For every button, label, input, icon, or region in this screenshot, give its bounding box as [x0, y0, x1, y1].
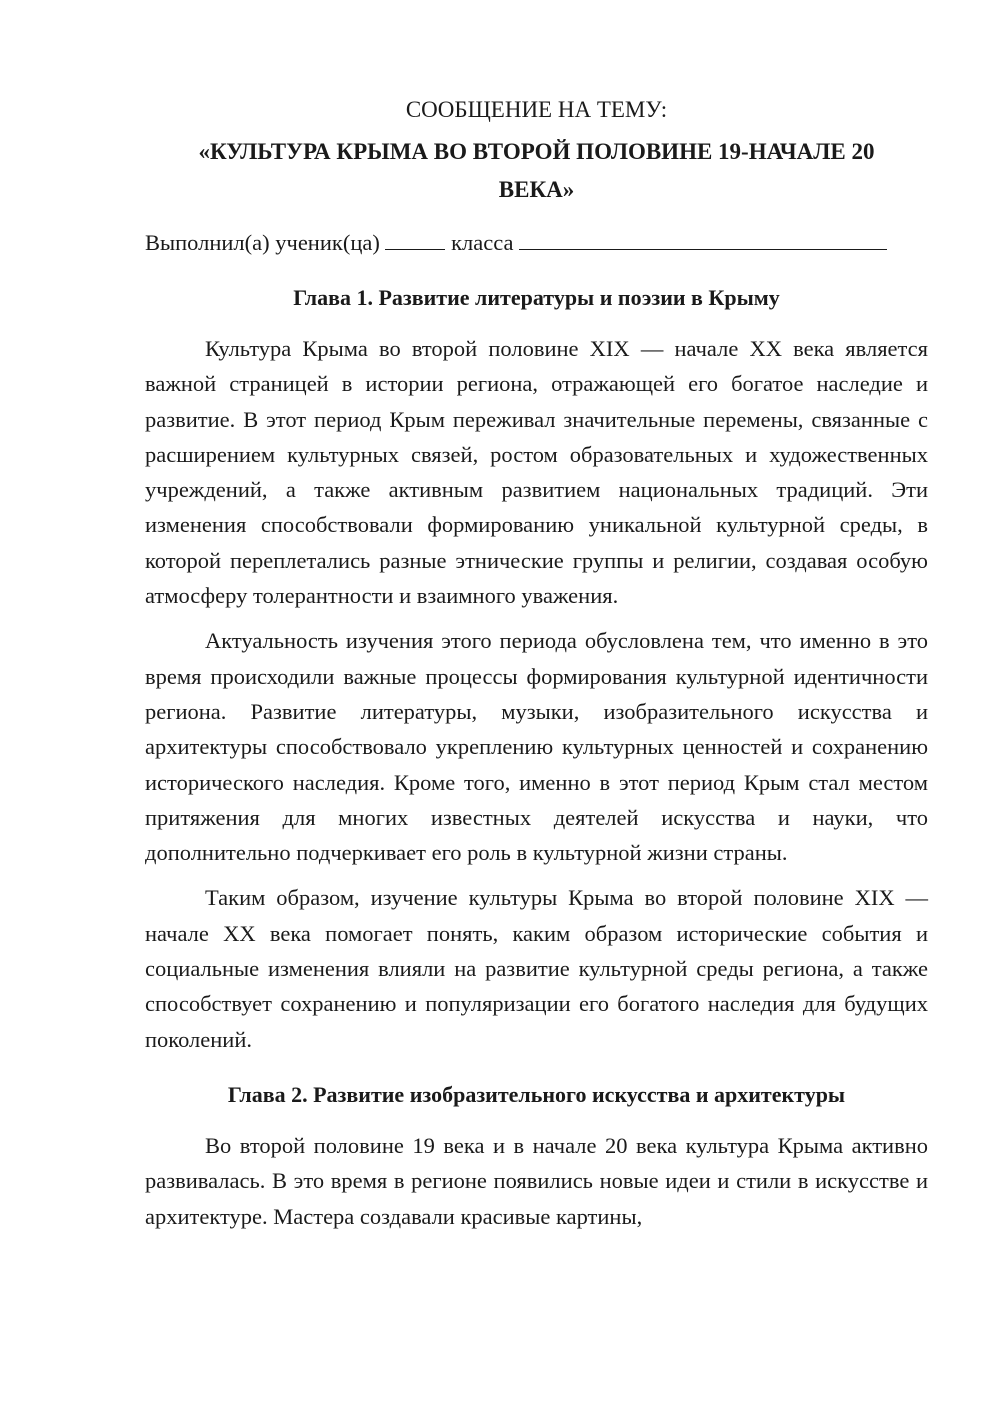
- chapter-1-heading: Глава 1. Развитие литературы и поэзии в Крыму: [293, 285, 780, 310]
- chapter-1-paragraph-3: Таким образом, изучение культуры Крыма во второй половине XIX — начале XX века помогает понять, каким образом исторические события и социальные изменения влияли на развитие культурной среды региона, а также способствует сохранению и популяризации его богатого наследия для будущих поколений.: [145, 885, 928, 1052]
- grade-blank[interactable]: [385, 227, 445, 250]
- chapter-1-paragraph-2: Актуальность изучения этого периода обусловлена тем, что именно в это время происходили важные процессы формирования культурной идентичности региона. Развитие литературы, музыки, изобразительного искусства и архитектуры способствовало укреплению культурных ценностей и сохранению исторического наследия. Кроме того, именно в этот период Крым стал местом притяжения для многих известных деятелей искусства и науки, что дополнительно подчеркивает его роль в культурной жизни страны.: [145, 628, 928, 866]
- document-page: [145, 92, 928, 1234]
- name-blank[interactable]: [519, 227, 887, 250]
- author-line: [145, 225, 928, 260]
- chapter-2-heading: Глава 2. Развитие изобразительного искусства и архитектуры: [227, 1081, 846, 1107]
- document-main-title: [145, 133, 928, 209]
- chapter-2-paragraph-1: Во второй половине 19 века и в начале 20 века культура Крыма активно развивалась. В это время в регионе появились новые идеи и стили в искусстве и архитектуре. Мастера создавали красивые картины,: [145, 1132, 928, 1229]
- author-label: Выполнил(а) ученик(ца): [145, 230, 380, 255]
- document-title-top: СООБЩЕНИЕ НА ТЕМУ:: [405, 97, 668, 122]
- main-title-line-1: «КУЛЬТУРА КРЫМА ВО ВТОРОЙ ПОЛОВИНЕ 19-НАЧАЛЕ 20: [198, 139, 875, 164]
- class-label: класса: [451, 230, 514, 255]
- chapter-1-paragraph-1: Культура Крыма во второй половине XIX — начале XX века является важной страницей в истории региона, отражающей его богатое наследие и развитие. В этот период Крым переживал значительные перемены, связанные с расширением культурных связей, ростом образовательных и художественных учреждений, а также активным развитием национальных традиций. Эти изменения способствовали формированию уникальной культурной среды, в которой переплетались разные этнические группы и религии, создавая особую атмосферу толерантности и взаимного уважения.: [145, 336, 928, 609]
- main-title-line-2: ВЕКА»: [498, 177, 575, 202]
